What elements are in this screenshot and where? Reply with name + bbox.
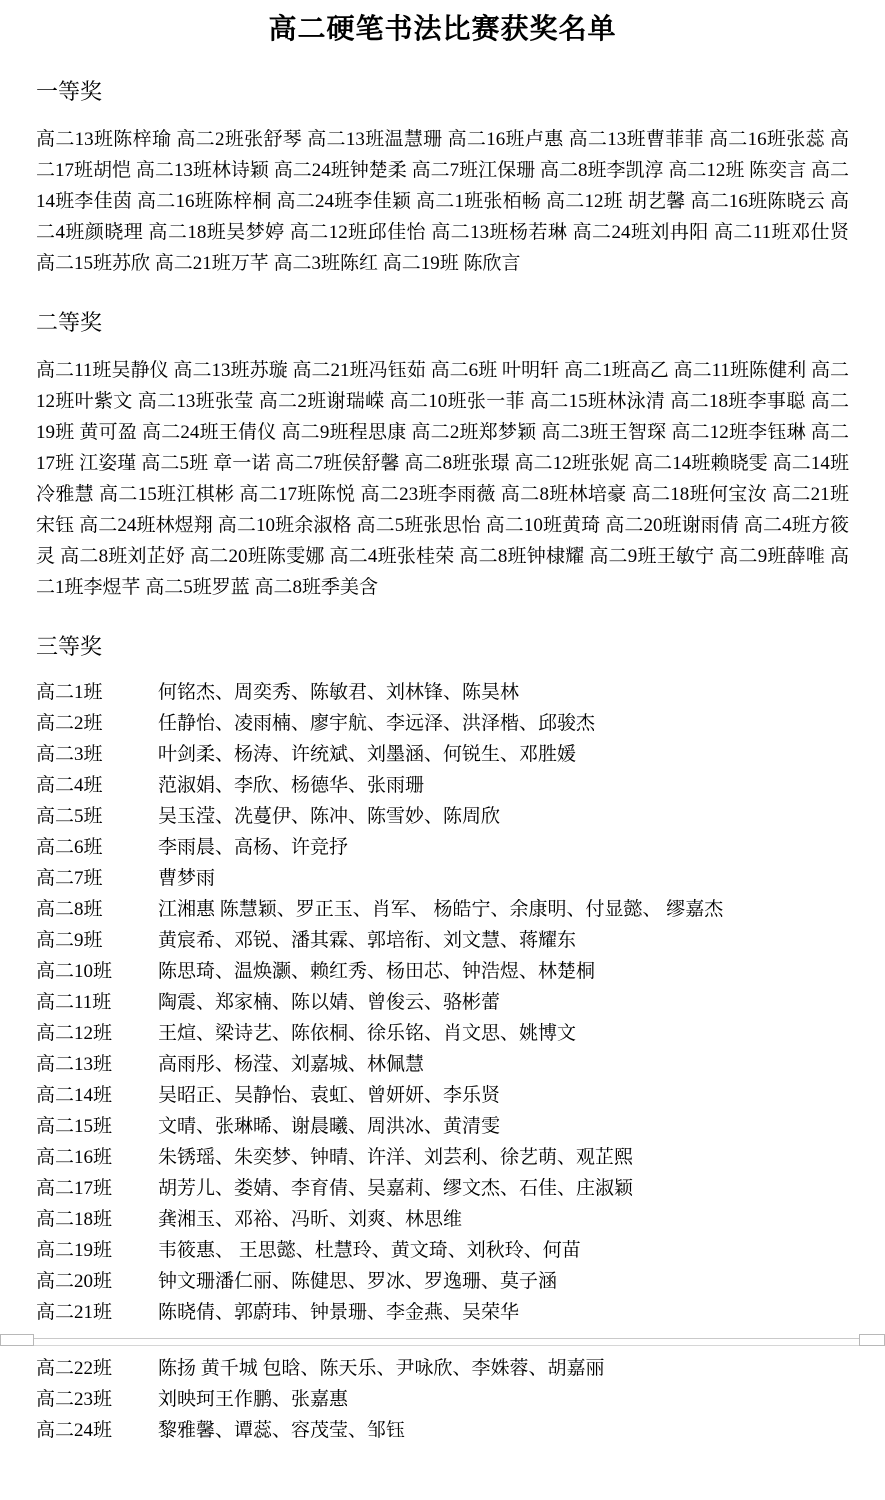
winner-names: 陶震、郑家楠、陈以婧、曾俊云、骆彬蕾 <box>158 992 501 1013</box>
class-label: 高二17班 <box>36 1178 113 1199</box>
third-prize-row <box>36 1080 849 1111</box>
class-label: 高二19班 <box>36 1240 113 1261</box>
third-prize-row <box>36 1018 849 1049</box>
first-prize-winners: 高二13班陈梓瑜 高二2班张舒琴 高二13班温慧珊 高二16班卢惠 高二13班曹菲菲 高二16班张蕊 高二17班胡恺 高二13班林诗颖 高二24班钟楚柔 高二7班江保珊 高二8班李凯淳 高二12班 陈奕言 高二14班李佳茵 高二16班陈梓桐 高二24班李佳颖 高二1班张栢畅 高二12班 胡艺馨 高二16班陈晓云 高二4班颜晓理 高二18班吴梦婷 高二12班邱佳怡 高二13班杨若琳 高二24班刘冉阳 高二11班邓仕贤 高二15班苏欣 高二21班万芊 高二3班陈红 高二19班 陈欣言 <box>36 129 849 274</box>
class-label: 高二16班 <box>36 1147 113 1168</box>
class-label: 高二7班 <box>36 868 103 889</box>
third-prize-row <box>36 956 849 987</box>
winner-names: 王煊、梁诗艺、陈依桐、徐乐铭、肖文思、姚博文 <box>158 1023 577 1044</box>
winner-names: 胡芳儿、娄婧、李育倩、吴嘉莉、缪文杰、石佳、庄淑颖 <box>158 1178 634 1199</box>
winner-names: 何铭杰、周奕秀、陈敏君、刘林锋、陈昊林 <box>158 682 520 703</box>
winner-names: 陈思琦、温焕灏、赖红秀、杨田芯、钟浩煜、林楚桐 <box>158 961 596 982</box>
winner-names: 陈扬 黄千城 包晗、陈天乐、尹咏欣、李姝蓉、胡嘉丽 <box>158 1358 605 1379</box>
third-prize-row <box>36 1353 849 1384</box>
class-label: 高二3班 <box>36 744 103 765</box>
third-prize-row <box>36 1266 849 1297</box>
winner-names: 任静怡、凌雨楠、廖宇航、李远泽、洪泽楷、邱骏杰 <box>158 713 596 734</box>
class-label: 高二1班 <box>36 682 103 703</box>
class-label: 高二23班 <box>36 1389 113 1410</box>
third-prize-row <box>36 1049 849 1080</box>
third-prize-heading: 三等奖 <box>36 634 103 659</box>
winner-names: 黄宸希、邓锐、潘其霖、郭培衔、刘文慧、蒋耀东 <box>158 930 577 951</box>
class-label: 高二18班 <box>36 1209 113 1230</box>
third-prize-row <box>36 1415 849 1446</box>
page-break-marker <box>0 1334 885 1347</box>
third-prize-row <box>36 925 849 956</box>
document-title: 高二硬笔书法比赛获奖名单 <box>268 14 617 45</box>
class-label: 高二13班 <box>36 1054 113 1075</box>
first-prize-heading: 一等奖 <box>36 79 103 104</box>
winner-names: 刘映珂王作鹏、张嘉惠 <box>158 1389 349 1410</box>
class-label: 高二14班 <box>36 1085 113 1106</box>
third-prize-row <box>36 708 849 739</box>
winner-names: 文晴、张琳晞、谢晨曦、周洪冰、黄清雯 <box>158 1116 501 1137</box>
class-label: 高二12班 <box>36 1023 113 1044</box>
third-prize-row <box>36 739 849 770</box>
class-label: 高二15班 <box>36 1116 113 1137</box>
class-label: 高二8班 <box>36 899 103 920</box>
third-prize-row <box>36 1384 849 1415</box>
class-label: 高二10班 <box>36 961 113 982</box>
second-prize-heading: 二等奖 <box>36 310 103 335</box>
winner-names: 江湘惠 陈慧颖、罗正玉、肖军、 杨皓宁、余康明、付显懿、 缪嘉杰 <box>158 899 724 920</box>
third-prize-row <box>36 1235 849 1266</box>
winner-names: 韦筱惠、 王思懿、杜慧玲、黄文琦、刘秋玲、何苗 <box>158 1240 581 1261</box>
winner-names: 吴昭正、吴静怡、袁虹、曾妍妍、李乐贤 <box>158 1085 501 1106</box>
class-label: 高二4班 <box>36 775 103 796</box>
class-label: 高二24班 <box>36 1420 113 1441</box>
page-break-left-box <box>0 1334 34 1346</box>
winner-names: 吴玉滢、冼蔓伊、陈冲、陈雪妙、陈周欣 <box>158 806 501 827</box>
winner-names: 李雨晨、高杨、许竞抒 <box>158 837 349 858</box>
third-prize-row <box>36 1173 849 1204</box>
winner-names: 陈晓倩、郭蔚玮、钟景珊、李金燕、吴荣华 <box>158 1302 520 1323</box>
page-break-line <box>0 1345 885 1346</box>
class-label: 高二2班 <box>36 713 103 734</box>
third-prize-row <box>36 894 849 925</box>
winner-names: 龚湘玉、邓裕、冯昕、刘爽、林思维 <box>158 1209 463 1230</box>
winner-names: 高雨彤、杨滢、刘嘉城、林佩慧 <box>158 1054 425 1075</box>
third-prize-row <box>36 1142 849 1173</box>
second-prize-winners: 高二11班吴静仪 高二13班苏璇 高二21班冯钰茹 高二6班 叶明轩 高二1班高乙 高二11班陈健利 高二12班叶紫文 高二13班张莹 高二2班谢瑞嵘 高二10班张一菲 高二15班林泳清 高二18班李事聪 高二19班 黄可盈 高二24班王倩仪 高二9班程思康 高二2班郑梦颖 高二3班王智琛 高二12班李钰琳 高二17班 江姿瑾 高二5班 章一诺 高二7班侯舒馨 高二8班张璟 高二12班张妮 高二14班赖晓雯 高二14班冷雅慧 高二15班江棋彬 高二17班陈悦 高二23班李雨薇 高二8班林培豪 高二18班何宝汝 高二21班宋钰 高二24班林煜翔 高二10班余淑格 高二5班张思怡 高二10班黄琦 高二20班谢雨倩 高二4班方筱灵 高二8班刘芷妤 高二20班陈雯娜 高二4班张桂荣 高二8班钟棣耀 高二9班王敏宁 高二9班薛唯 高二1班李煜芊 高二5班罗蓝 高二8班季美含 <box>36 360 849 598</box>
winner-names: 范淑娟、李欣、杨德华、张雨珊 <box>158 775 425 796</box>
class-label: 高二22班 <box>36 1358 113 1379</box>
third-prize-row <box>36 987 849 1018</box>
class-label: 高二5班 <box>36 806 103 827</box>
page-break-right-box <box>859 1334 885 1346</box>
third-prize-list <box>36 677 849 1446</box>
winner-names: 朱锈瑶、朱奕梦、钟晴、许洋、刘芸利、徐艺萌、观芷熙 <box>158 1147 634 1168</box>
third-prize-row <box>36 677 849 708</box>
class-label: 高二6班 <box>36 837 103 858</box>
class-label: 高二11班 <box>36 992 112 1013</box>
third-prize-row <box>36 863 849 894</box>
winner-names: 钟文珊潘仁丽、陈健思、罗冰、罗逸珊、莫子涵 <box>158 1271 558 1292</box>
winner-names: 曹梦雨 <box>158 868 216 889</box>
page-break-line <box>0 1338 885 1339</box>
third-prize-row <box>36 770 849 801</box>
third-prize-row <box>36 1204 849 1235</box>
class-label: 高二9班 <box>36 930 103 951</box>
third-prize-row <box>36 832 849 863</box>
class-label: 高二20班 <box>36 1271 113 1292</box>
third-prize-row <box>36 1297 849 1328</box>
third-prize-row <box>36 1111 849 1142</box>
winner-names: 叶剑柔、杨涛、许统斌、刘墨涵、何锐生、邓胜媛 <box>158 744 577 765</box>
third-prize-row <box>36 801 849 832</box>
class-label: 高二21班 <box>36 1302 113 1323</box>
winner-names: 黎雅馨、谭蕊、容茂莹、邹钰 <box>158 1420 406 1441</box>
